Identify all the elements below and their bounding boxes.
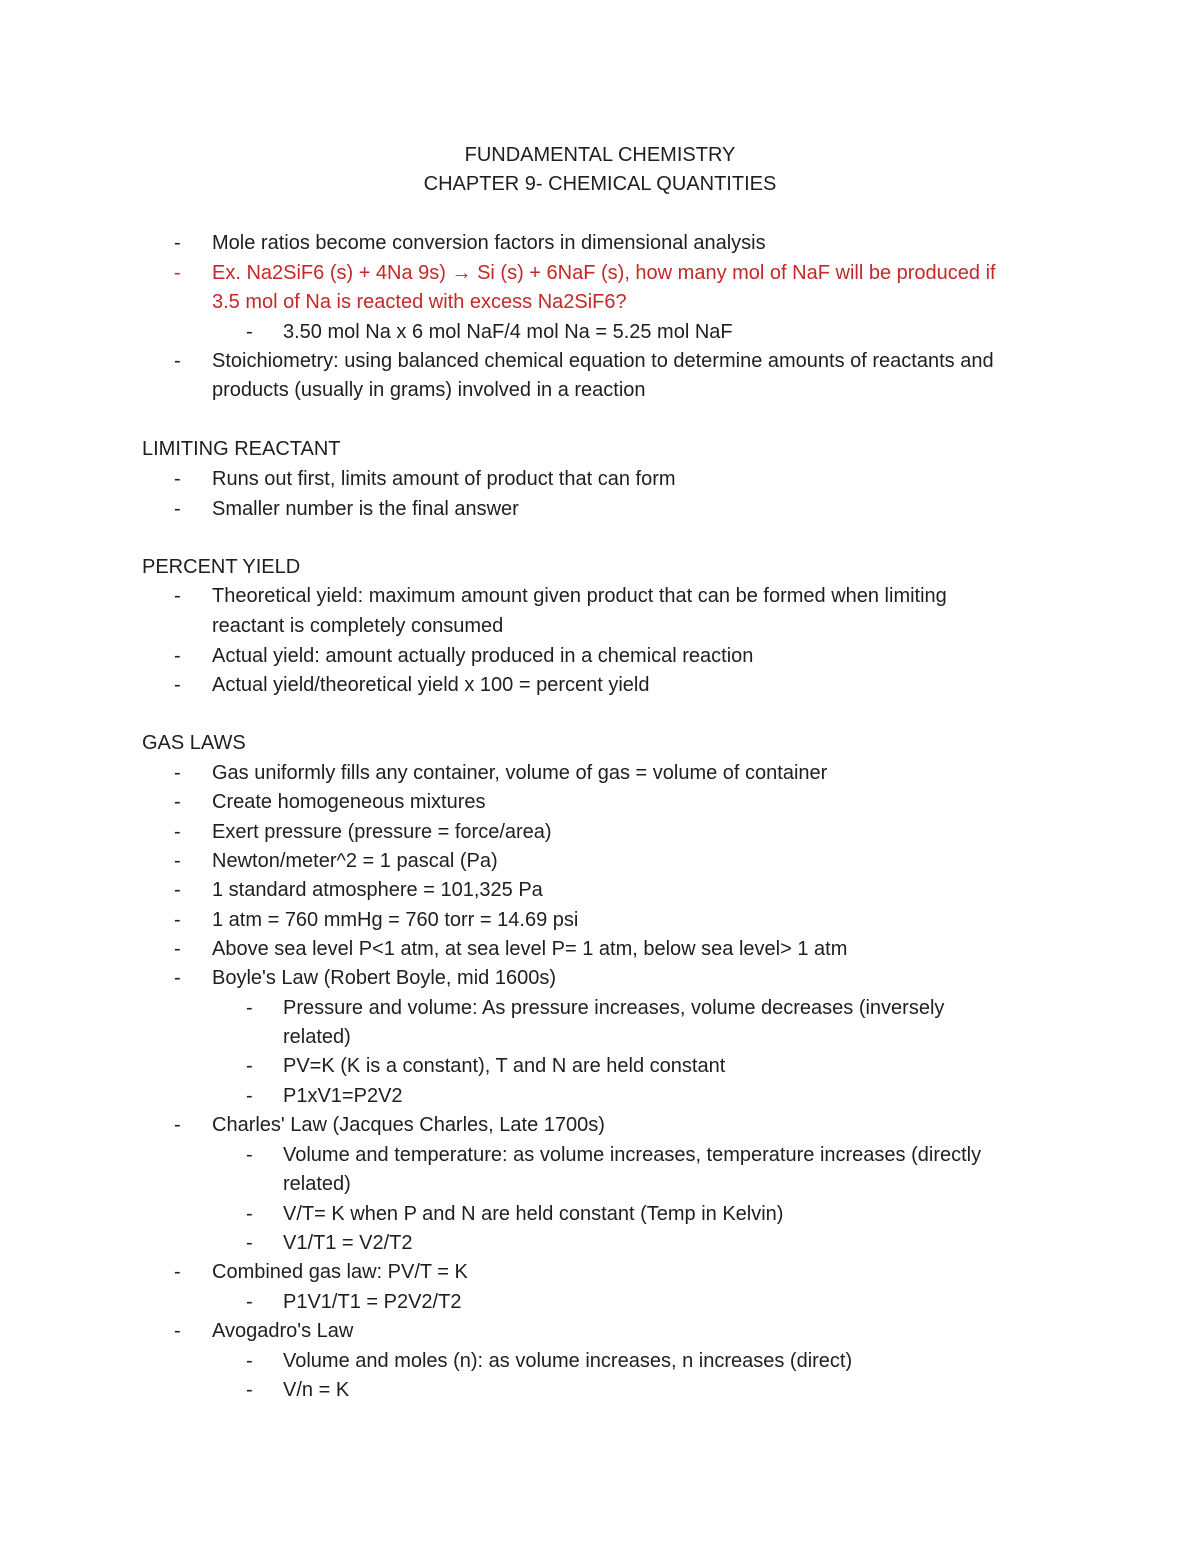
- list-item-text: Exert pressure (pressure = force/area): [212, 821, 552, 843]
- bullet-dash: -: [174, 1320, 181, 1342]
- bullet-dash: -: [246, 1291, 253, 1313]
- list-item-text: Charles' Law (Jacques Charles, Late 1700s): [212, 1114, 605, 1136]
- list-item-text: Newton/meter^2 = 1 pascal (Pa): [212, 850, 498, 872]
- list-item-text: Boyle's Law (Robert Boyle, mid 1600s): [212, 967, 556, 989]
- bullet-dash: -: [174, 821, 181, 843]
- list-item-text: Mole ratios become conversion factors in dimensional analysis: [212, 232, 766, 254]
- list-item-text: 3.50 mol Na x 6 mol NaF/4 mol Na = 5.25 mol NaF: [283, 321, 733, 343]
- bullet-dash: -: [246, 997, 253, 1019]
- list-item-text: Stoichiometry: using balanced chemical equation to determine amounts of reactants and: [212, 350, 994, 372]
- section-heading-percent-yield: PERCENT YIELD: [142, 556, 301, 578]
- list-item-text: Above sea level P<1 atm, at sea level P= 1 atm, below sea level> 1 atm: [212, 938, 848, 960]
- list-item-text: P1V1/T1 = P2V2/T2: [283, 1291, 462, 1313]
- bullet-dash: -: [174, 909, 181, 931]
- document-title: FUNDAMENTAL CHEMISTRY: [464, 144, 736, 166]
- bullet-dash: -: [174, 262, 181, 284]
- bullet-dash: -: [174, 645, 181, 667]
- list-item-text: Avogadro's Law: [212, 1320, 354, 1342]
- bullet-dash: -: [246, 1144, 253, 1166]
- bullet-dash: -: [246, 1379, 253, 1401]
- list-item-text: reactant is completely consumed: [212, 615, 504, 637]
- bullet-dash: -: [174, 468, 181, 490]
- list-item-text: Ex. Na2SiF6 (s) + 4Na 9s) → Si (s) + 6NaF (s), how many mol of NaF will be produced if: [212, 262, 996, 284]
- bullet-dash: -: [174, 674, 181, 696]
- list-item-text: Runs out first, limits amount of product that can form: [212, 468, 676, 490]
- section-heading-gas-laws: GAS LAWS: [142, 732, 246, 754]
- bullet-dash: -: [174, 1114, 181, 1136]
- bullet-dash: -: [174, 350, 181, 372]
- list-item-text: Pressure and volume: As pressure increases, volume decreases (inversely: [283, 997, 945, 1019]
- bullet-dash: -: [246, 1232, 253, 1254]
- list-item-text: P1xV1=P2V2: [283, 1085, 403, 1107]
- list-item-text: Combined gas law: PV/T = K: [212, 1261, 468, 1283]
- list-item-text: Actual yield: amount actually produced in a chemical reaction: [212, 645, 754, 667]
- list-item-text: Gas uniformly fills any container, volume of gas = volume of container: [212, 762, 828, 784]
- bullet-dash: -: [174, 762, 181, 784]
- bullet-dash: -: [174, 879, 181, 901]
- list-item-text: related): [283, 1173, 351, 1195]
- list-item-text: products (usually in grams) involved in a reaction: [212, 379, 646, 401]
- list-item-text: Actual yield/theoretical yield x 100 = percent yield: [212, 674, 650, 696]
- bullet-dash: -: [246, 1055, 253, 1077]
- list-item-text: Volume and moles (n): as volume increases, n increases (direct): [283, 1350, 853, 1372]
- list-item-text: 1 atm = 760 mmHg = 760 torr = 14.69 psi: [212, 909, 579, 931]
- list-item-text: V/T= K when P and N are held constant (Temp in Kelvin): [283, 1203, 784, 1225]
- bullet-dash: -: [246, 1085, 253, 1107]
- bullet-dash: -: [174, 585, 181, 607]
- bullet-dash: -: [246, 1350, 253, 1372]
- list-item-text: Smaller number is the final answer: [212, 498, 519, 520]
- list-item-text: Create homogeneous mixtures: [212, 791, 486, 813]
- list-item-text: PV=K (K is a constant), T and N are held constant: [283, 1055, 726, 1077]
- list-item-text: V/n = K: [283, 1379, 350, 1401]
- bullet-dash: -: [174, 938, 181, 960]
- list-item-text: Theoretical yield: maximum amount given product that can be formed when limiting: [212, 585, 947, 607]
- bullet-dash: -: [246, 321, 253, 343]
- section-heading-limiting-reactant: LIMITING REACTANT: [142, 438, 341, 460]
- bullet-dash: -: [174, 850, 181, 872]
- bullet-dash: -: [174, 498, 181, 520]
- bullet-dash: -: [174, 1261, 181, 1283]
- list-item-text: Volume and temperature: as volume increases, temperature increases (directly: [283, 1144, 982, 1166]
- list-item-text: 1 standard atmosphere = 101,325 Pa: [212, 879, 543, 901]
- list-item-text: 3.5 mol of Na is reacted with excess Na2SiF6?: [212, 291, 627, 313]
- bullet-dash: -: [174, 791, 181, 813]
- bullet-dash: -: [246, 1203, 253, 1225]
- list-item-text: V1/T1 = V2/T2: [283, 1232, 413, 1254]
- chapter-title: CHAPTER 9- CHEMICAL QUANTITIES: [423, 173, 777, 195]
- list-item-text: related): [283, 1026, 351, 1048]
- bullet-dash: -: [174, 232, 181, 254]
- bullet-dash: -: [174, 967, 181, 989]
